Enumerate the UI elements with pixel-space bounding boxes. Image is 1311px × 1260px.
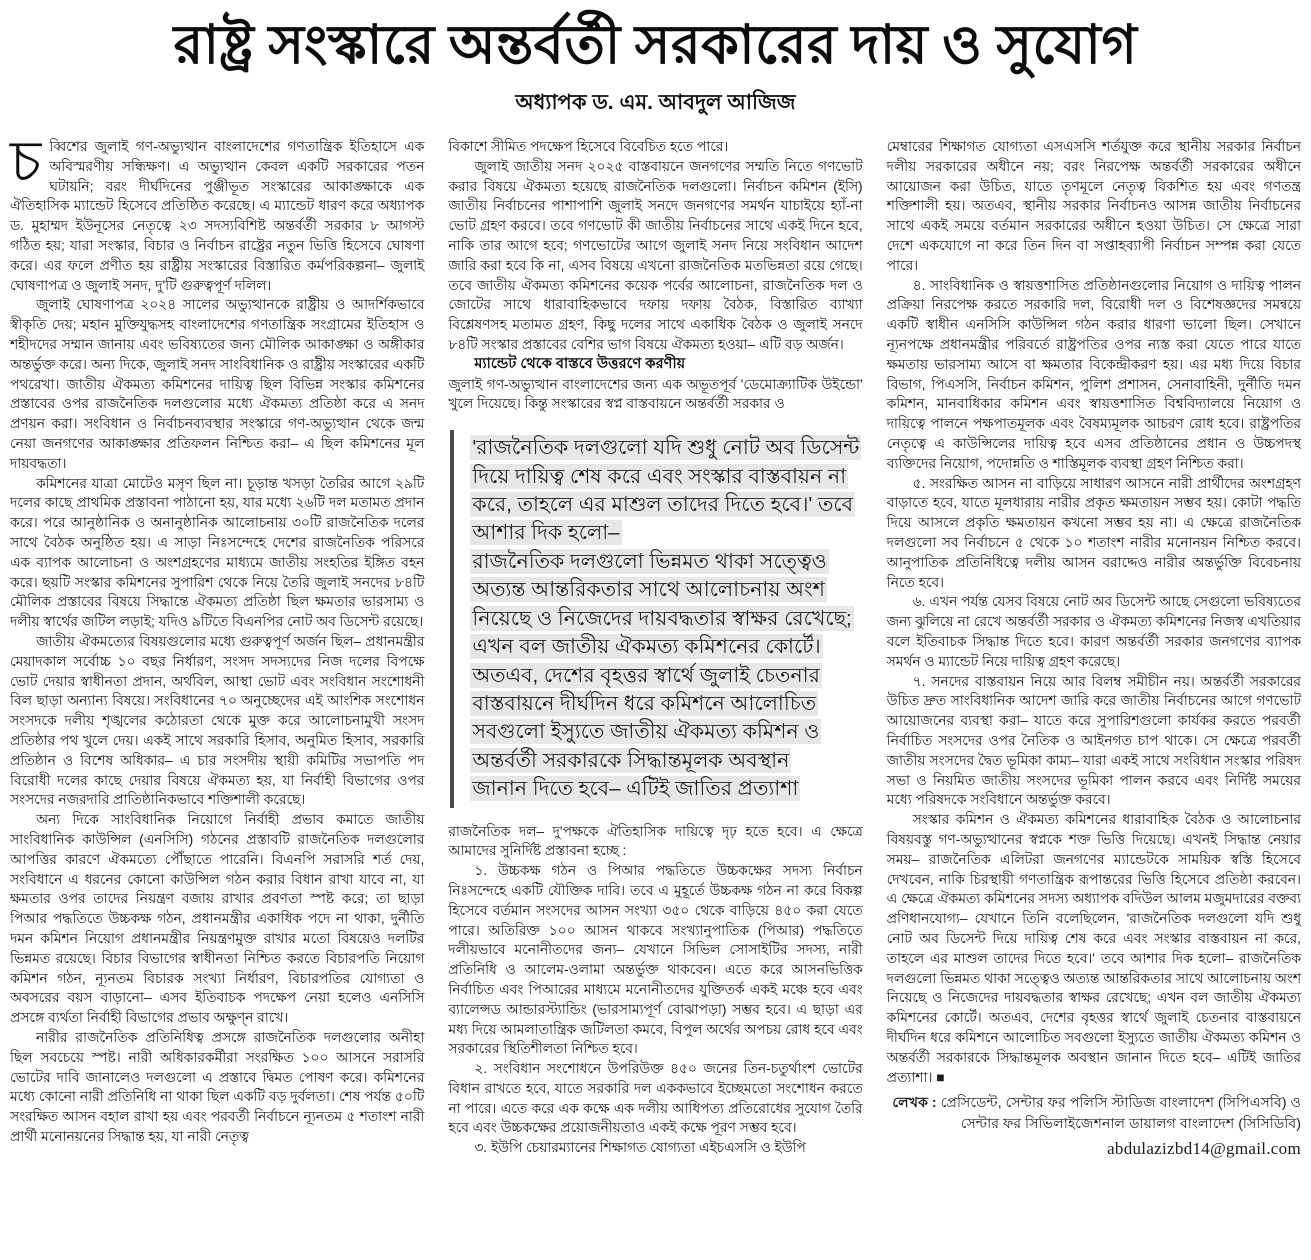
article-paragraph: জুলাই ঘোষণাপত্র ২০২৪ সালের অভ্যুত্থানকে রাষ্ট্রীয় ও আদর্শিকভাবে স্বীকৃতি দেয়; মহান মুক্তিযুদ্ধসহ বাংলাদেশের গণতান্ত্রিক সংগ্রামের ইতিহাস ও শহীদদের সম্মান জানায় এবং ভবিষ্যতের জন্য মৌলিক আকাঙ্ক্ষা ও অঙ্গীকার অন্তর্ভুক্ত করে। অন্য দিকে, জুলাই সনদ সাংবিধানিক ও রাষ্ট্রীয় সংস্কারের একটি পথরেখা। জাতীয় ঐকমত্য কমিশনের দায়িত্ব ছিল বিভিন্ন সংস্কার কমিশনের প্রস্তাবের ওপর রাজনৈতিক দলগুলোর মধ্যে ঐকমত্য প্রতিষ্ঠা করে এ সনদ প্রণয়ন করা। সংবিধান ও নির্বাচনব্যবস্থার সংস্কারে গণ-অভ্যুত্থান থেকে জন্ম নেয়া জনগণের আকাঙ্ক্ষার প্রতিফলন নিশ্চিত করা– এ ছিল কমিশনের মূল দায়বদ্ধতা।: [10, 297, 425, 471]
article-paragraph: জাতীয় ঐকমত্যের বিষয়গুলোর মধ্যে গুরুত্বপূর্ণ অর্জন ছিল– প্রধানমন্ত্রীর মেয়াদকাল সর্বোচ্চ ১০ বছর নির্ধারণ, সংসদ সদস্যদের নিজ দলের বিপক্ষে ভোট দেয়ার স্বাধীনতা প্রদান, অর্থবিল, আস্থা ভোট এবং সংবিধান সংশোধনী বিল ছাড়া অন্যান্য বিষয়ে। সংবিধানের ৭০ অনুচ্ছেদের এই আংশিক সংশোধন সংসদকে দলীয় শৃঙ্খলের কঠোরতা থেকে মুক্ত করে আলোচনামুখী সংসদ প্রতিষ্ঠার পথ খুলে দেয়। একই সাথে সরকারি হিসাব, অনুমিত হিসাব, সরকারি প্রতিষ্ঠান ও বিশেষ অধিকার– এ চার সংসদীয় স্থায়ী কমিটির সভাপতি পদ বিরোধী দলের কাছে দেয়ার বিষয়ে ঐকমত্য হয়, যা নির্বাহী বিভাগের ওপর সংসদের নজরদারি প্রাতিষ্ঠানিকভাবে শক্তিশালী করেছে।: [10, 634, 425, 808]
quote-line: আশার দিক হলো–: [472, 521, 620, 545]
quote-line: করে, তাহলে এর মাশুল তাদের দিতে হবে।' তবে: [472, 493, 854, 517]
drop-cap: চ: [10, 129, 42, 195]
quote-line: অত্যন্ত আন্তরিকতার সাথে আলোচনায় অংশ: [472, 578, 825, 602]
article-paragraph: ৬. এখন পর্যন্ত যেসব বিষয়ে নোট অব ডিসেন্ট আছে সেগুলো ভবিষ্যতের জন্য ঝুলিয়ে না রেখে অন্তর্বর্তী সরকার ও ঐকমত্য কমিশনের নিজস্ব এখতিয়ার বলে ইতিবাচক সিদ্ধান্ত দিতে হবে। কারণ অন্তর্বর্তী সরকার জনগণের ব্যাপক সমর্থন ও ম্যান্ডেট নিয়ে দায়িত্ব গ্রহণ করেছে।: [886, 594, 1301, 669]
article-body: [0, 121, 1311, 1159]
article-paragraph: রাজনৈতিক দল– দু'পক্ষকে ঐতিহাসিক দায়িত্বে দৃঢ় হতে হবে। এ ক্ষেত্রে আমাদের সুনির্দিষ্ট প্রস্তাবনা হচ্ছে :: [448, 823, 863, 859]
quote-line: নিয়েছে ও নিজেদের দায়বদ্ধতার স্বাক্ষর রেখেছে;: [472, 606, 852, 630]
quote-line: বাস্তবায়নে দীর্ঘদিন ধরে কমিশনে আলোচিত: [472, 691, 817, 715]
article-byline: অধ্যাপক ড. এম. আবদুল আজিজ: [515, 91, 796, 115]
author-credit: [887, 1093, 1301, 1135]
quote-line: দিয়ে দায়িত্ব শেষ করে এবং সংস্কার বাস্তবায়ন না: [472, 464, 847, 488]
quote-line: 'রাজনৈতিক দলগুলো যদি শুধু নোট অব ডিসেন্ট: [472, 436, 860, 460]
section-heading: ম্যান্ডেট থেকে বাস্তবে উত্তরণে করণীয়: [474, 355, 686, 372]
quote-line: এখন বল জাতীয় ঐকমত্য কমিশনের কোর্টে।: [472, 635, 821, 659]
pull-quote: [450, 430, 862, 807]
quote-line: অন্তর্বর্তী সরকারকে সিদ্ধান্তমূলক অবস্থান: [472, 748, 790, 772]
quote-line: জানান দিতে হবে– এটিই জাতির প্রত্যাশা: [472, 777, 799, 801]
column-1: [10, 129, 425, 1159]
article-paragraph: ১. উচ্চকক্ষ গঠন ও পিআর পদ্ধতিতে উচ্চকক্ষের সদস্য নির্বাচন নিঃসন্দেহে একটি যৌক্তিক দাবি। তবে এ মুহূর্তে উচ্চকক্ষ গঠন না করে বিকল্প হিসেবে বর্তমান সংসদের আসন সংখ্যা ৩৫০ থেকে বাড়িয়ে ৪৫০ করা যেতে পারে। অতিরিক্ত ১০০ আসন থাকবে সংখ্যানুপাতিক (পিআর) পদ্ধতিতে দলীয়ভাবে মনোনীতদের জন্য– যেখানে সিভিল সোসাইটির সদস্য, নারী প্রতিনিধি ও আলেম-ওলামা অন্তর্ভুক্ত থাকবেন। এতে করে আসনভিত্তিক নির্বাচিত এবং পিআরের মাধ্যমে মনোনীতদের যুক্তিতর্ক একই মঞ্চে হবে এবং ব্যালেন্সড আন্ডারস্ট্যান্ডিং (ভারসাম্যপূর্ণ বোঝাপড়া) সম্ভব হবে। এ ছাড়া এর মধ্য দিয়ে আমলাতান্ত্রিক জটিলতা কমবে, বিপুল অর্থের অপচয় রোধ হবে এবং সরকারের স্থিতিশীলতা নিশ্চিত হবে।: [448, 863, 863, 1057]
article-paragraph: ৭. সনদের বাস্তবায়ন নিয়ে আর বিলম্ব সমীচীন নয়। অন্তর্বর্তী সরকারের উচিত দ্রুত সাংবিধানিক আদেশ জারি করে জাতীয় নির্বাচনের আগে গণভোট আয়োজনের ব্যবস্থা করা– যাতে করে সুপারিশগুলো কার্যকর করতে পরবর্তী নির্বাচিত সংসদের ওপর নৈতিক ও আইনগত চাপ থাকে। সে ক্ষেত্রে পরবর্তী জাতীয় সংসদের দ্বৈত ভূমিকা কাম্য– যারা একই সাথে সংবিধান সংস্কার পরিষদ সভা ও নিয়মিত জাতীয় সংসদের ভূমিকা পালন করবে এবং নির্দিষ্ট সময়ের মধ্যে পরিষদকে সংবিধানে অন্তর্ভুক্ত করবে।: [886, 673, 1301, 808]
author-credit-text: প্রেসিডেন্ট, সেন্টার ফর পলিসি স্টাডিজ বাংলাদেশ (সিপিএসবি) ও সেন্টার ফর সিভিলাইজেশনাল ডায়ালগ বাংলাদেশ (সিসিডিবি): [940, 1095, 1301, 1133]
article-paragraph: সংস্কার কমিশন ও ঐকমত্য কমিশনের ধারাবাহিক বৈঠক ও আলোচনার বিষয়বস্তু গণ-অভ্যুত্থানের স্বপ্নকে শক্ত ভিত্তি দিয়েছে। এখনই সিদ্ধান্ত নেয়ার সময়– রাজনৈতিক এলিটরা জনগণের ম্যান্ডেটকে সাময়িক স্বস্তি হিসেবে দেখবেন, নাকি চিরস্থায়ী গণতান্ত্রিক রূপান্তরের ভিত্তি হিসেবে প্রতিষ্ঠা করবেন। এ ক্ষেত্রে ঐকমত্য কমিশনের সদস্য অধ্যাপক বদিউল আলম মজুমদারের বক্তব্য প্রণিধানযোগ্য– যেখানে তিনি বলেছিলেন, 'রাজনৈতিক দলগুলো যদি শুধু নোট অব ডিসেন্ট দিয়ে দায়িত্ব শেষ করে এবং সংস্কার বাস্তবায়ন না করে, তাহলে এর মাশুল তাদের দিতে হবে।' তবে আশার দিক হলো– রাজনৈতিক দলগুলো ভিন্নমত থাকা সত্ত্বেও অত্যন্ত আন্তরিকতার সাথে আলোচনায় অংশ নিয়েছে ও নিজেদের দায়বদ্ধতার স্বাক্ষর রেখেছে; এখন বল জাতীয় ঐকমত্য কমিশনের কোর্টে। অতএব, দেশের বৃহত্তর স্বার্থে জুলাই চেতনার বাস্তবায়নে দীর্ঘদিন ধরে কমিশনে আলোচিত সবগুলো ইস্যুতে জাতীয় ঐকমত্য কমিশন ও অন্তর্বর্তী সরকারকে সিদ্ধান্তমূলক অবস্থান জানান দিতে হবে– এটিই জাতির প্রত্যাশা। ■: [886, 812, 1301, 1085]
article-paragraph: জুলাই গণ-অভ্যুত্থান বাংলাদেশের জন্য এক অভূতপূর্ব 'ডেমোক্র্যাটিক উইন্ডো' খুলে দিয়েছে। কিন্তু সংস্কারের স্বপ্ন বাস্তবায়নে অন্তর্বর্তী সরকার ও: [448, 376, 863, 412]
article-paragraph: [10, 129, 425, 295]
article-paragraph: নারীর রাজনৈতিক প্রতিনিধিত্ব প্রসঙ্গে রাজনৈতিক দলগুলোর অনীহা ছিল সবচেয়ে স্পষ্ট। নারী অধিকারকর্মীরা সংরক্ষিত ১০০ আসনে সরাসরি ভোটের দাবি জানালেও দলগুলো এ প্রস্তাবে দ্বিমত পোষণ করে। কমিশনের মধ্যে কোনো নারী প্রতিনিধি না থাকা ছিল একটি বড় দুর্বলতা। শেষ পর্যন্ত ৫০টি সংরক্ষিত আসন বহাল রাখা হয় এবং পরবর্তী নির্বাচনে ন্যূনতম ৫ শতাংশ নারী প্রার্থী মনোনয়নের সিদ্ধান্ত হয়, যা নারী নেতৃত্ব: [10, 1029, 425, 1144]
author-email: abdulazizbd14@gmail.com: [1107, 1139, 1301, 1159]
column-2: [448, 137, 862, 1159]
article-title: রাষ্ট্র সংস্কারে অন্তর্বর্তী সরকারের দায় ও সুযোগ: [173, 15, 1138, 75]
quote-line: রাজনৈতিক দলগুলো ভিন্নমত থাকা সত্ত্বেও: [472, 549, 827, 573]
paragraph-text: ব্বিশের জুলাই গণ-অভ্যুত্থান বাংলাদেশের গণতান্ত্রিক ইতিহাসে এক অবিস্মরণীয় সন্ধিক্ষণ। এ অভ্যুত্থান কেবল একটি সরকারের পতন ঘটায়নি; বরং দীর্ঘদিনের পুঞ্জীভূত সংস্কারের আকাঙ্ক্ষাকে এক ঐতিহাসিক ম্যান্ডেট হিসেবে প্রতিষ্ঠিত করেছে। এ ম্যান্ডেট ধারণ করে অধ্যাপক ড. মুহাম্মদ ইউনূসের নেতৃত্বে ২৩ সদস্যবিশিষ্ট অন্তর্বর্তী সরকার ৮ আগস্ট গঠিত হয়; যারা সংস্কার, বিচার ও নির্বাচন রাষ্ট্রের নতুন ভিত্তি হিসেবে ঘোষণা করে। এর ফলে প্রণীত হয় রাষ্ট্রীয় সংস্কারের বিস্তারিত কর্মপরিকল্পনা– জুলাই ঘোষণাপত্র ও জুলাই সনদ, দু'টি গুরুত্বপূর্ণ দলিল।: [10, 139, 425, 293]
author-credit-label: লেখক :: [892, 1095, 937, 1112]
article-masthead: [0, 0, 1311, 121]
quote-line: সবগুলো ইস্যুতে জাতীয় ঐকমত্য কমিশন ও: [472, 720, 820, 744]
article-paragraph: বিকাশে সীমিত পদক্ষেপ হিসেবে বিবেচিত হতে পারে।: [448, 139, 729, 155]
article-paragraph: জুলাই জাতীয় সনদ ২০২৫ বাস্তবায়নে জনগণের সম্মতি নিতে গণভোট করার বিষয়ে ঐকমত্য হয়েছে রাজনৈতিক দলগুলো। নির্বাচন কমিশন (ইসি) জাতীয় নির্বাচনের পাশাপাশি জুলাই সনদে জনগণের সমর্থন যাচাইয়ে হ্যাঁ-না ভোট গ্রহণ করবে। তবে গণভোট কী জাতীয় নির্বাচনের সাথে একই দিনে হবে, নাকি তার আগে হবে; গণভোটের আগে জুলাই সনদ নিয়ে সংবিধান আদেশ জারি করা হবে কি না, এসব বিষয়ে এখনো রাজনৈতিক মতভিন্নতা রয়ে গেছে। তবে জাতীয় ঐকমত্য কমিশনের কয়েক পর্বের আলোচনা, রাজনৈতিক দল ও জোটের সাথে ধারাবাহিকভাবে দফায় দফায় বৈঠক, বিস্তারিত ব্যাখ্যা বিশ্লেষণসহ মতামত গ্রহণ, কিছু দলের সাথে একাধিক বৈঠক ও জুলাই সনদে ৮৪টি সংস্কার প্রস্তাবের বেশির ভাগ বিষয়ে ঐকমত্য হওয়া– এটি বড় অর্জন।: [448, 158, 863, 353]
column-3: [887, 137, 1301, 1159]
article-paragraph: ৩. ইউপি চেয়ারম্যানের শিক্ষাগত যোগ্যতা এইচএসসি ও ইউপি: [474, 1140, 806, 1156]
article-paragraph: ৪. সাংবিধানিক ও স্বায়ত্তশাসিত প্রতিষ্ঠানগুলোর নিয়োগ ও দায়িত্ব পালন প্রক্রিয়া নিরপেক্ষ করতে সরকারি দল, বিরোধী দল ও বিশেষজ্ঞদের সমন্বয়ে একটি স্বাধীন এনসিসি কাউন্সিল গঠন করার ধারণা ভালো ছিল। সেখানে ন্যূনপক্ষে প্রধানমন্ত্রীর পরিবর্তে রাষ্ট্রপতির ওপর ন্যস্ত করা যেতে পারে যাতে ক্ষমতায় ভারসাম্য আসে বা ক্ষমতার বিকেন্দ্রীকরণ হয়। এর মধ্য দিয়ে বিচার বিভাগ, পিএসসি, নির্বাচন কমিশন, পুলিশ প্রশাসন, সেনাবাহিনী, দুর্নীতি দমন কমিশন, মানবাধিকার কমিশন এবং স্বায়ত্তশাসিত বিশ্ববিদ্যালয়ে নিয়োগ ও দায়িত্বে পালনে পক্ষপাতমূলক এবং বৈষম্যমূলক আচরণ রোধ হবে। রাষ্ট্রপতির নেতৃত্বে এ কাউন্সিলের দায়িত্ব হবে এসব প্রতিষ্ঠানের প্রধান ও উচ্চপদস্থ ব্যক্তিদের নিয়োগ, পদোন্নতি ও শাস্তিমূলক ব্যবস্থা গ্রহণ নিশ্চিত করা।: [886, 277, 1301, 471]
article-paragraph: ২. সংবিধান সংশোধনে উপরিউক্ত ৪৫০ জনের তিন-চতুর্থাংশ ভোটের বিধান রাখতে হবে, যাতে সরকারি দল এককভাবে ইচ্ছেমতো সংশোধন করতে না পারে। এতে করে এক কক্ষে এক দলীয় আধিপত্য প্রতিরোধের সুযোগ তৈরি হবে এবং উচ্চকক্ষের প্রয়োজনীয়তাও একই কক্ষে পূরণ সম্ভব হবে।: [448, 1061, 863, 1136]
article-paragraph: কমিশনের যাত্রা মোটেও মসৃণ ছিল না। চূড়ান্ত খসড়া তৈরির আগে ২৯টি দলের কাছে প্রাথমিক প্রস্তাবনা পাঠানো হয়, যার মধ্যে ২৬টি দল মতামত প্রদান করে। পরে আনুষ্ঠানিক ও অনানুষ্ঠানিক আলোচনায় ৩০টি রাজনৈতিক দলের সাথে বৈঠক অনুষ্ঠিত হয়। এ সাড়া নিঃসন্দেহে দেশের রাজনৈতিক পরিসরে এক ব্যাপক আলোচনা ও অংশগ্রহণের মাধ্যমে জাতীয় সংহতির ইঙ্গিত বহন করে। ছয়টি সংস্কার কমিশনের সুপারিশ থেকে নিয়ে তৈরি জুলাই সনদের ৮৪টি মৌলিক প্রস্তাবের বিষয়ে সিদ্ধান্তে ঐকমত্য প্রতিষ্ঠা ছিল ক্ষমতার ভারসাম্য ও দলীয় স্বার্থের জটিল লড়াই; যদিও ৯টিতে বিএনপির নোট অব ডিসেন্ট রয়েছে।: [10, 475, 425, 630]
article-paragraph: অন্য দিকে সাংবিধানিক নিয়োগে নির্বাহী প্রভাব কমাতে জাতীয় সাংবিধানিক কাউন্সিল (এনসিসি) গঠনের প্রস্তাবটি রাজনৈতিক দলগুলোর আপত্তির কারণে ঐকমত্যে পৌঁছাতে পারেনি। বিএনপি সরাসরি শর্ত দেয়, সংবিধানে এ ধরনের কোনো কাউন্সিল গঠন করার বিধান রাখা যাবে না, যা ক্ষমতার ওপর তাদের নিয়ন্ত্রণ বজায় রাখার প্রবণতা স্পষ্ট করে; তা ছাড়া পিআর পদ্ধতিতে উচ্চকক্ষ গঠন, প্রধানমন্ত্রীর একাধিক পদে না থাকা, দুর্নীতি দমন কমিশন নিয়োগ প্রধানমন্ত্রীর নিয়ন্ত্রণমুক্ত রাখার মতো বিষয়েও দলটির ভিন্নমত রয়েছে। বিচার বিভাগের স্বাধীনতা নিশ্চিত করতে বিচারপতি নিয়োগ কমিশন গঠন, ন্যূনতম বিচারক সংখ্যা নির্ধারণ, বিচারপতির যোগ্যতা ও অবসরের বয়স বাড়ানো– এসব ইতিবাচক পদক্ষেপ নেয়া হলেও এনসিসি প্রসঙ্গে ব্যর্থতা নির্বাহী বিভাগের প্রভাব অক্ষুণ্ন রাখে।: [10, 812, 425, 1026]
article-paragraph: মেম্বারের শিক্ষাগত যোগ্যতা এসএসসি শর্তযুক্ত করে স্থানীয় সরকার নির্বাচন দলীয় সরকারের অধীনে নয়; বরং নিরপেক্ষ অন্তর্বর্তী সরকারের অধীনে আয়োজন করা উচিত, যাতে তৃণমূলে নেতৃত্ব বিকশিত হয় এবং গণতন্ত্র শক্তিশালী হয়। অতএব, স্থানীয় সরকার নির্বাচনও আসন্ন জাতীয় নির্বাচনের সাথে একই সময়ে বর্তমান সরকারের অধীনে হওয়া উচিত। সে ক্ষেত্রে সারা দেশে একযোগে না করে তিন দিন বা সপ্তাহব্যাপী নির্বাচন সম্পন্ন করা যেতে পারে।: [886, 139, 1301, 273]
quote-line: অতএব, দেশের বৃহত্তর স্বার্থে জুলাই চেতনার: [472, 663, 820, 687]
article-paragraph: ৫. সংরক্ষিত আসন না বাড়িয়ে সাধারণ আসনে নারী প্রার্থীদের অংশগ্রহণ বাড়াতে হবে, যাতে মূলধারায় নারীর প্রকৃত ক্ষমতায়ন সম্ভব হয়। কোটা পদ্ধতি দিয়ে আসলে প্রকৃতি ক্ষমতায়ন কখনো সম্ভব হয় না। এ ক্ষেত্রে রাজনৈতিক দলগুলো সব নির্বাচনে ৫ থেকে ১০ শতাংশ নারীর মনোনয়ন নিশ্চিত করবে। আনুপাতিক প্রতিনিধিত্বে দলীয় আসন বরাদ্দেও নারীর অন্তর্ভুক্তি বিবেচনায় নিতে হবে।: [886, 475, 1301, 590]
